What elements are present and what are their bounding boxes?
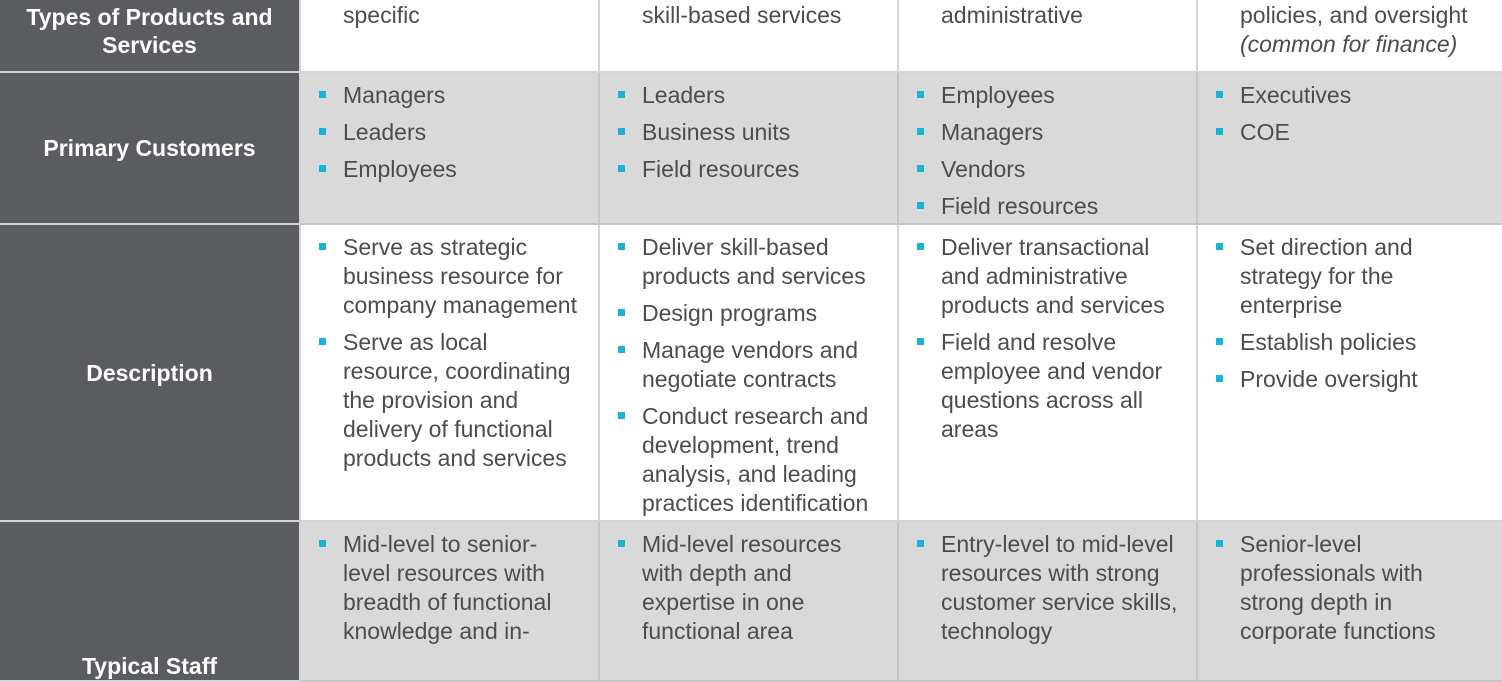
bullet-list [614,233,883,518]
cell-customers-col3 [899,73,1198,225]
bullet-list [614,530,883,646]
cell-staff-col3 [899,522,1198,682]
list-item: Set direction and strategy for the enterprise [1212,233,1488,320]
cell-text: administrative [941,2,1083,28]
bullet-list [315,81,584,184]
cell-description-col4 [1198,225,1502,522]
cell-staff-col4 [1198,522,1502,682]
cell-text: skill-based services [642,2,842,28]
list-item: Mid-level to senior-level resources with breadth of functional knowledge and in- [315,530,584,646]
cell-types-col1 [301,0,600,73]
list-item: Field and resolve employee and vendor questions across all areas [913,328,1182,444]
list-item: Executives [1212,81,1488,110]
list-item: COE [1212,118,1488,147]
list-item: Entry-level to mid-level resources with strong customer service skills, technology [913,530,1182,646]
list-item: Serve as local resource, coordinating the provision and delivery of functional products and services [315,328,584,473]
list-item: Leaders [614,81,883,110]
cell-types-col3 [899,0,1198,73]
cell-customers-col2 [600,73,899,225]
row-header-staff: Typical Staff [0,522,301,682]
list-item: Senior-level professionals with strong depth in corporate functions [1212,530,1488,646]
list-item: Deliver transactional and administrative products and services [913,233,1182,320]
cell-description-col3 [899,225,1198,522]
bullet-list [913,530,1182,646]
bullet-list [614,81,883,184]
cell-types-col2 [600,0,899,73]
list-item: Conduct research and development, trend analysis, and leading practices identification [614,402,883,518]
bullet-list [913,233,1182,444]
bullet-list [913,81,1182,221]
list-item: Provide oversight [1212,365,1488,394]
list-item: Vendors [913,155,1182,184]
list-item: Field resources [913,192,1182,221]
list-item: Employees [315,155,584,184]
list-item: Manage vendors and negotiate contracts [614,336,883,394]
list-item: Mid-level resources with depth and expertise in one functional area [614,530,883,646]
cell-customers-col4 [1198,73,1502,225]
cell-staff-col2 [600,522,899,682]
row-header-customers: Primary Customers [0,73,301,225]
bullet-list [1212,233,1488,394]
list-item: Field resources [614,155,883,184]
bullet-list [1212,81,1488,147]
cell-types-col4 [1198,0,1502,73]
row-header-types: Types of Products and Services [0,0,301,73]
cell-text: policies, and oversight [1240,2,1468,28]
list-item: Business units [614,118,883,147]
cell-note: (common for finance) [1240,31,1458,57]
list-item: Establish policies [1212,328,1488,357]
cell-description-col1 [301,225,600,522]
row-header-description: Description [0,225,301,522]
cell-description-col2 [600,225,899,522]
bullet-list [315,233,584,473]
list-item: Serve as strategic business resource for company management [315,233,584,320]
bullet-list [315,530,584,646]
list-item: Managers [913,118,1182,147]
list-item: Managers [315,81,584,110]
list-item: Leaders [315,118,584,147]
bullet-list [1212,530,1488,646]
list-item: Employees [913,81,1182,110]
cell-text: specific [343,2,420,28]
list-item: Deliver skill-based products and services [614,233,883,291]
cell-staff-col1 [301,522,600,682]
cell-customers-col1 [301,73,600,225]
list-item: Design programs [614,299,883,328]
